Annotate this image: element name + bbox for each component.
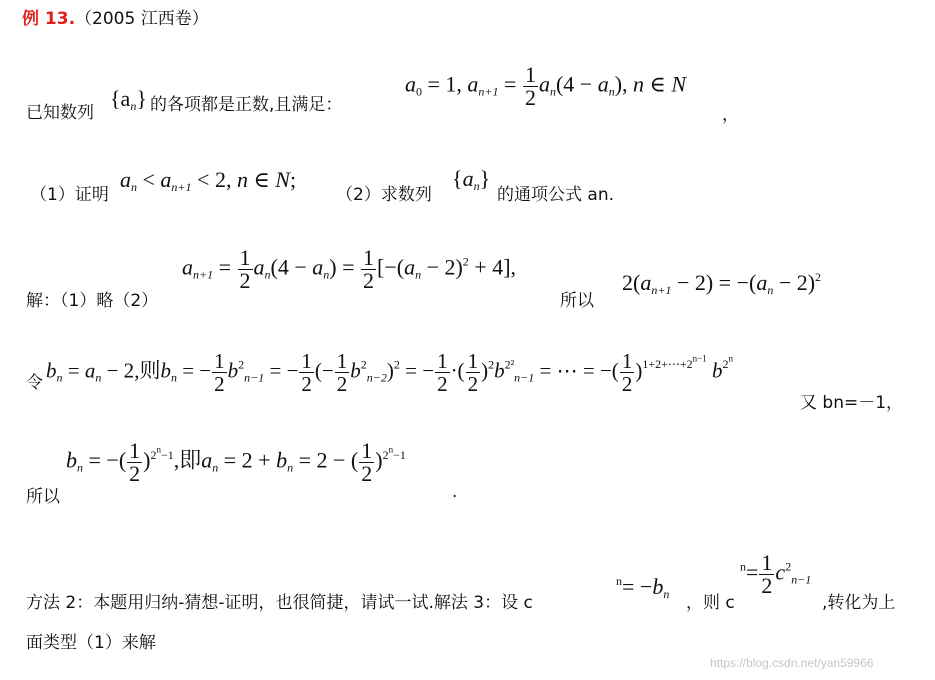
solution-formula-3: $b_n = a_n - 2$,则$b_n$ = − $\frac{1}{2}$ $b^2_{n-1}$ = − $\frac{1}{2}$ (− $\frac{1}{2}$ $b^2_{n-2})^2$ = − $\frac{1}{2}$ ·( $\frac{1}{2}$ )$^2b^{2^2}_{n-1}$ = ⋯ = −( $\frac{1}{2}$ )$^{1+2+\cdots+2^{n-1}}$ $b^{2^n}$ (46, 349, 733, 396)
part-two-tail: 的通项公式 an. (497, 185, 614, 205)
method-then: ，则 c (686, 593, 735, 613)
method-formula-c2: $^n$= $\frac{1}{2}$ $c^2_{n-1}$ (740, 550, 812, 598)
part-two-sequence: $\{a_n\}$ (452, 166, 491, 194)
solution-let: 令 (26, 373, 43, 393)
solution-formula-1: $a_{n+1}$ = $\frac{1}{2}$ $a_n(4 - a_n)$ = $\frac{1}{2}$ $[-(a_n - 2)^2 + 4]$, (182, 245, 517, 293)
example-header (22, 4, 209, 29)
part-one-inequality: $a_n < a_{n+1} < 2$, n ∈ N; (120, 167, 297, 195)
problem-condition-text: 的各项都是正数,且满足： (150, 95, 343, 115)
solution-label: 解：（1）略（2） (26, 291, 159, 311)
solution-period: . (452, 482, 458, 502)
method-line-1: 方法 2：本题用归纳-猜想-证明，也很简捷，请试一试.解法 3：设 c (26, 593, 533, 613)
solution-so-1: 所以 (560, 291, 594, 311)
solution-also: 又 bn=－1， (800, 393, 904, 413)
solution-formula-2: $2(a_{n+1} - 2) = -(a_n - 2)^2$ (622, 270, 822, 298)
problem-comma: ， (722, 105, 739, 125)
watermark: https://blog.csdn.net/yan59966 (710, 656, 874, 670)
solution-so-2: 所以 (26, 487, 60, 507)
sequence-notation: $\{a_n\}$ (110, 86, 147, 114)
method-tail: ,转化为上 (822, 593, 896, 613)
part-one-label: （1）证明 (30, 185, 109, 205)
problem-intro: 已知数列 (26, 103, 94, 123)
solution-formula-4: $b_n$ = −( $\frac{1}{2}$ )$^{2^n-1}$,即$a_n = 2 + b_n = 2$ − ( $\frac{1}{2}$ )$^{2^n-1}$ (66, 438, 406, 486)
source-label: （2005 江西卷） (75, 9, 209, 29)
recurrence-formula: $a_0 = 1$, $a_{n+1}$ = $\frac{1}{2}$ $a_n(4 - a_n)$, n ∈ N (405, 62, 686, 110)
method-formula-c: $^n= -b_n$ (616, 574, 670, 602)
part-two-label: （2）求数列 (336, 185, 432, 205)
example-label: 例 13. (22, 9, 76, 29)
method-line-2: 面类型（1）来解 (26, 633, 156, 653)
